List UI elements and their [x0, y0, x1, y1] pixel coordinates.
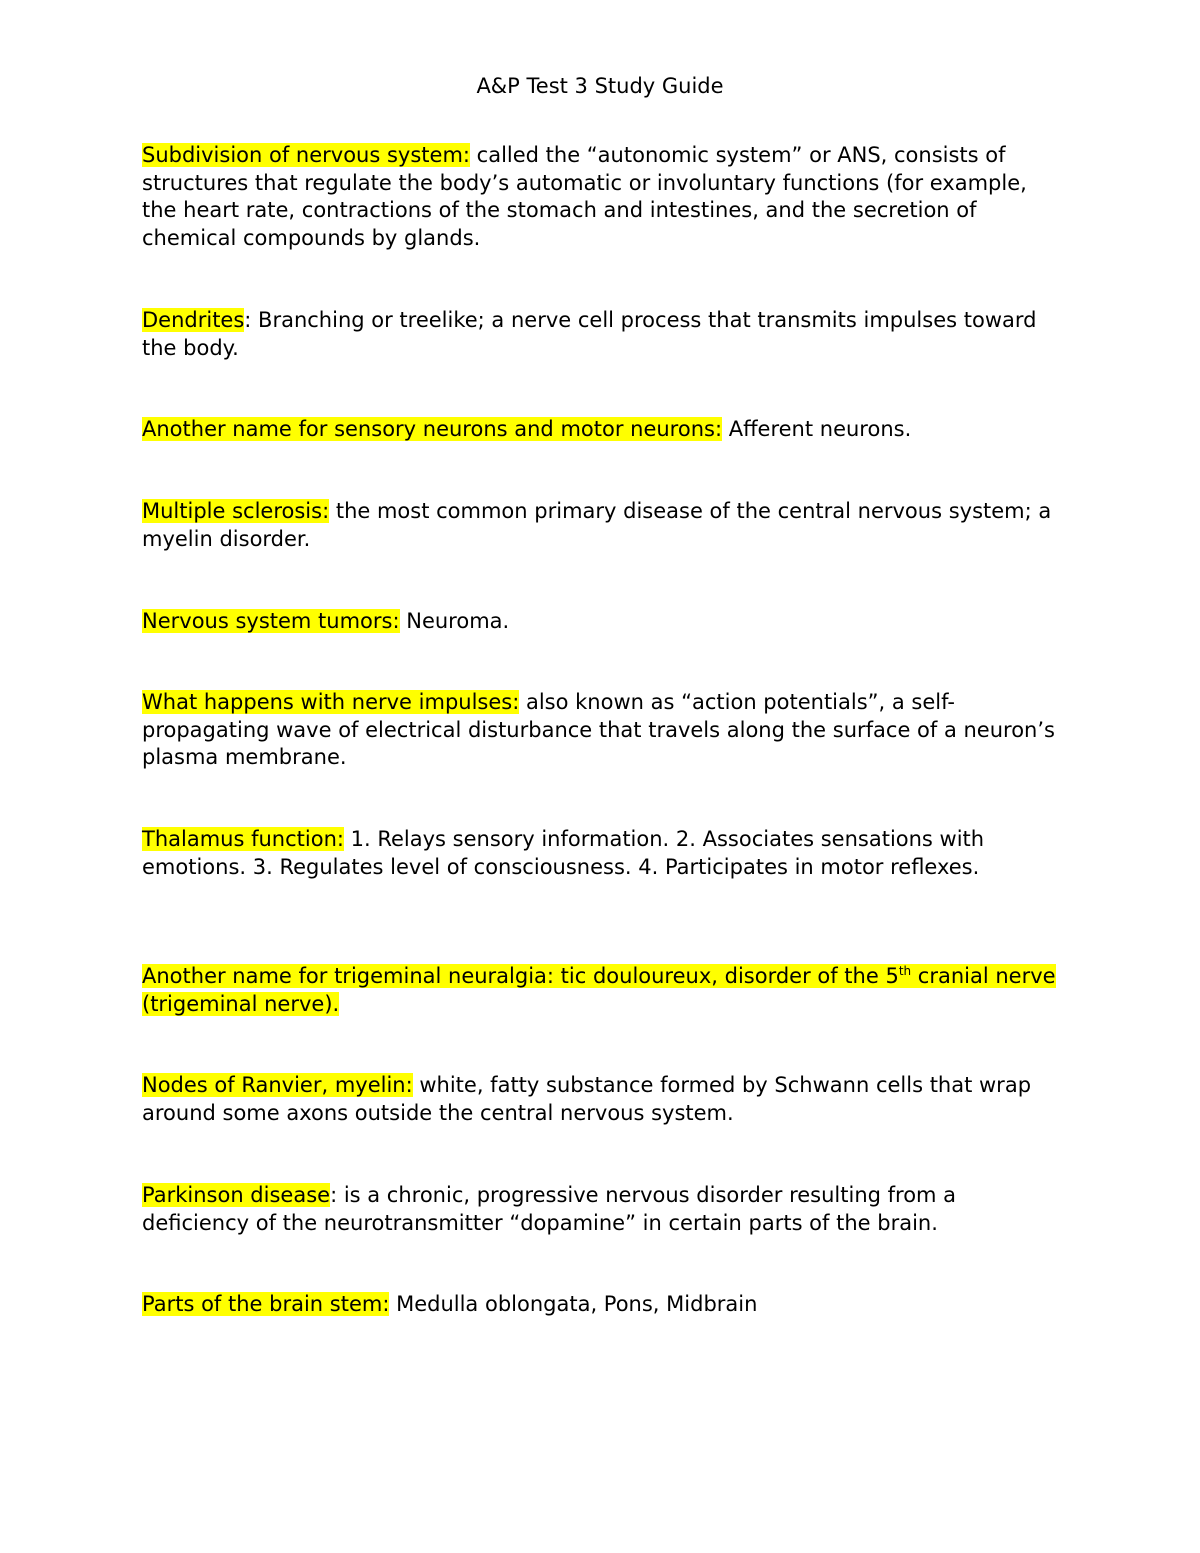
term-highlight: Thalamus function:: [142, 827, 344, 851]
entry-subdivision: [142, 142, 1067, 252]
entry-sensory-motor-neurons: [142, 416, 1067, 444]
definition-text: called the “autonomic system” or ANS, consists of structures that regulate the body’s automatic or involuntary functions (for example, the heart rate, contractions of the stomach and intestines, and the secretion of chemical compounds by glands.: [142, 143, 1027, 250]
definition-text: 1. Relays sensory information. 2. Associates sensations with emotions. 3. Regulates level of consciousness. 4. Participates in motor reflexes.: [142, 827, 985, 879]
term-part: cranial nerve (trigeminal nerve).: [142, 964, 1056, 1016]
term-highlight: Another name for sensory neurons and motor neurons:: [142, 417, 723, 441]
term-highlight: Nervous system tumors:: [142, 609, 400, 633]
document-title: A&P Test 3 Study Guide: [476, 74, 724, 98]
definition-text: the most common primary disease of the central nervous system; a myelin disorder.: [142, 499, 1052, 551]
term-highlight: Dendrites: [142, 308, 245, 332]
definition-text: white, fatty substance formed by Schwann cells that wrap around some axons outside the central nervous system.: [142, 1073, 1032, 1125]
entry-dendrites: [142, 307, 1067, 362]
entry-thalamus-function: [142, 826, 1067, 881]
definition-text: Afferent neurons.: [722, 417, 912, 441]
definition-text: : Branching or treelike; a nerve cell process that transmits impulses toward the body.: [142, 308, 1037, 360]
term-highlight: Subdivision of nervous system:: [142, 143, 470, 167]
term-highlight: Parts of the brain stem:: [142, 1292, 390, 1316]
term-highlight: [142, 964, 1056, 1016]
term-highlight: What happens with nerve impulses:: [142, 690, 520, 714]
entry-parkinson-disease: [142, 1182, 1067, 1237]
entry-trigeminal-neuralgia: [142, 963, 1067, 1018]
entry-multiple-sclerosis: [142, 498, 1067, 553]
definition-text: : is a chronic, progressive nervous disorder resulting from a deficiency of the neurotransmitter “dopamine” in certain parts of the brain.: [142, 1183, 957, 1235]
entry-brain-stem: [142, 1291, 1067, 1319]
definition-text: also known as “action potentials”, a self-propagating wave of electrical disturbance that travels along the surface of a neuron’s plasma membrane.: [142, 690, 1055, 769]
entry-nodes-of-ranvier: [142, 1072, 1067, 1127]
entry-nervous-system-tumors: [142, 608, 1067, 636]
definition-text: Neuroma.: [399, 609, 510, 633]
superscript-ordinal: th: [898, 964, 912, 978]
term-part: Another name for trigeminal neuralgia: tic douloureux, disorder of the 5: [142, 964, 899, 988]
entry-nerve-impulses: [142, 689, 1067, 772]
term-highlight: Multiple sclerosis:: [142, 499, 330, 523]
term-highlight: Nodes of Ranvier, myelin:: [142, 1073, 413, 1097]
definition-text: Medulla oblongata, Pons, Midbrain: [389, 1292, 758, 1316]
term-highlight: Parkinson disease: [142, 1183, 331, 1207]
